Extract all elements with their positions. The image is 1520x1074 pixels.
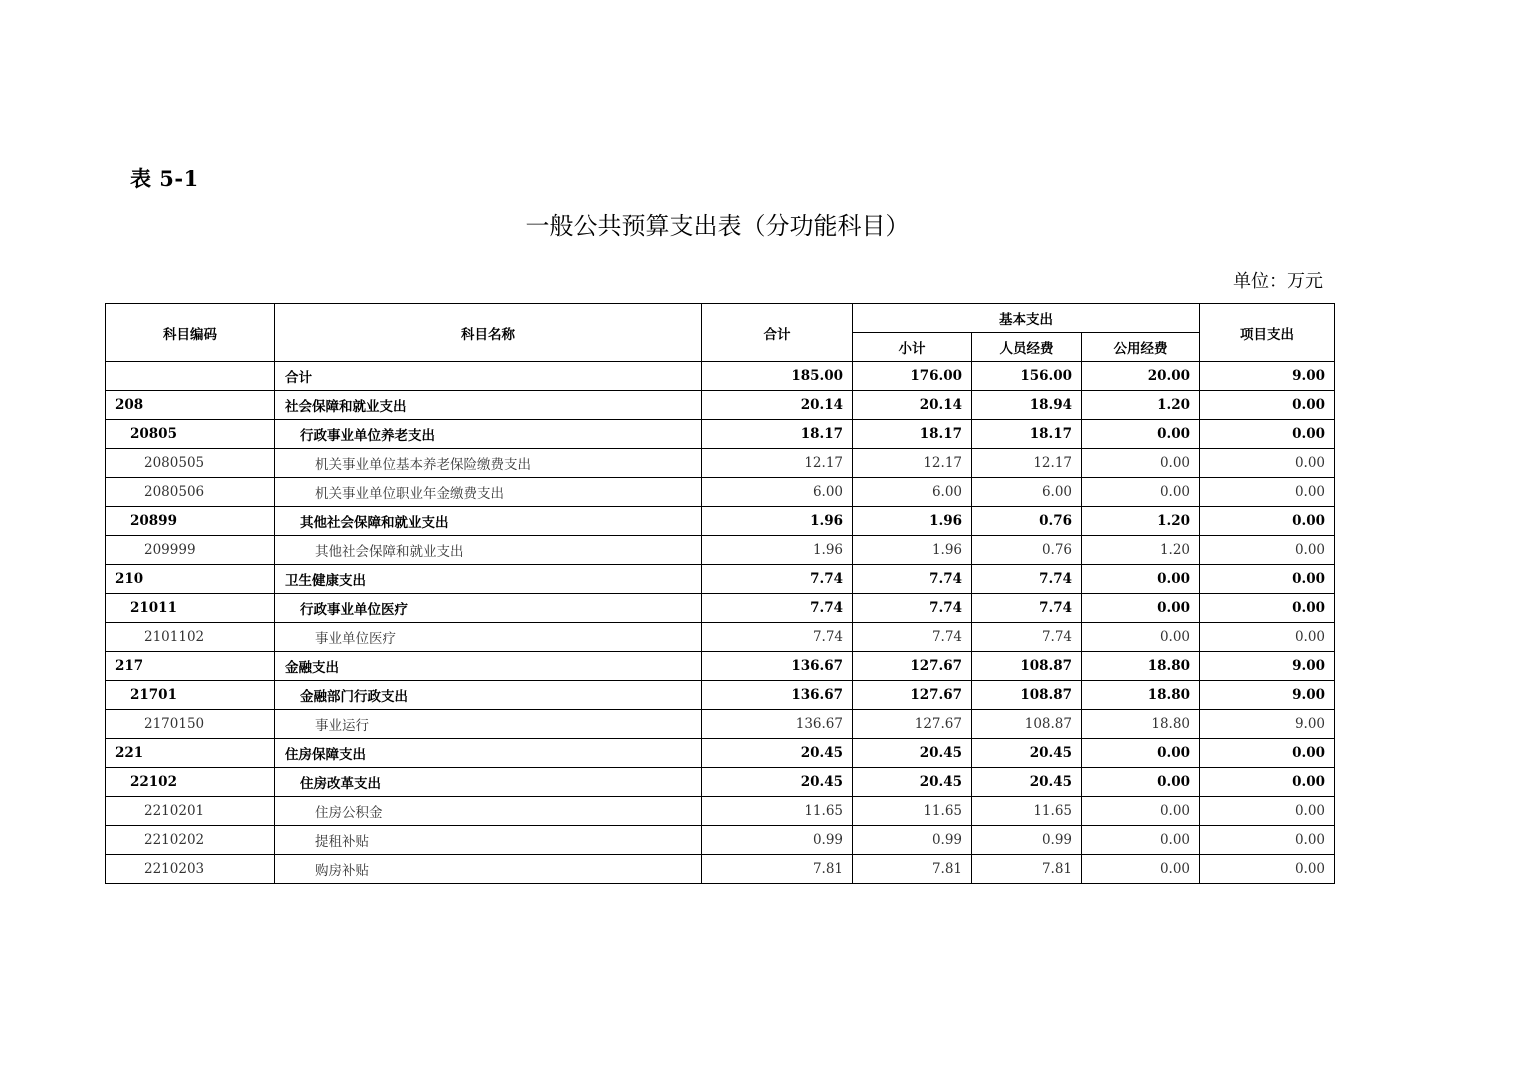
row-subtotal: 11.65 (853, 797, 972, 826)
row-name: 合计 (275, 362, 702, 391)
header-project: 项目支出 (1200, 304, 1335, 362)
row-project: 0.00 (1200, 855, 1335, 884)
row-total: 136.67 (702, 681, 853, 710)
row-code: 2080506 (106, 478, 275, 507)
row-subtotal: 0.99 (853, 826, 972, 855)
row-name: 金融支出 (275, 652, 702, 681)
row-project: 0.00 (1200, 449, 1335, 478)
row-name: 事业单位医疗 (275, 623, 702, 652)
row-public: 18.80 (1082, 681, 1200, 710)
row-total: 1.96 (702, 507, 853, 536)
row-personnel: 11.65 (972, 797, 1082, 826)
row-subtotal: 127.67 (853, 652, 972, 681)
row-project: 0.00 (1200, 623, 1335, 652)
table-row (106, 826, 1335, 855)
row-code: 2101102 (106, 623, 275, 652)
row-public: 0.00 (1082, 797, 1200, 826)
header-code: 科目编码 (106, 304, 275, 362)
row-subtotal: 18.17 (853, 420, 972, 449)
row-code: 20899 (106, 507, 275, 536)
row-code: 221 (106, 739, 275, 768)
row-project: 0.00 (1200, 594, 1335, 623)
row-public: 0.00 (1082, 768, 1200, 797)
row-project: 0.00 (1200, 536, 1335, 565)
unit-label: 单位：万元 (1233, 271, 1323, 292)
row-code: 208 (106, 391, 275, 420)
row-code: 217 (106, 652, 275, 681)
table-row (106, 420, 1335, 449)
row-personnel: 20.45 (972, 739, 1082, 768)
row-name: 行政事业单位养老支出 (275, 420, 702, 449)
row-project: 9.00 (1200, 681, 1335, 710)
row-name: 行政事业单位医疗 (275, 594, 702, 623)
row-project: 0.00 (1200, 739, 1335, 768)
table-row (106, 507, 1335, 536)
row-name: 社会保障和就业支出 (275, 391, 702, 420)
row-name: 购房补贴 (275, 855, 702, 884)
row-total: 1.96 (702, 536, 853, 565)
row-subtotal: 7.74 (853, 594, 972, 623)
row-personnel: 108.87 (972, 681, 1082, 710)
row-subtotal: 20.45 (853, 768, 972, 797)
row-total: 136.67 (702, 710, 853, 739)
row-personnel: 20.45 (972, 768, 1082, 797)
row-total: 20.14 (702, 391, 853, 420)
header-basic: 基本支出 (853, 304, 1200, 333)
row-personnel: 12.17 (972, 449, 1082, 478)
row-personnel: 7.74 (972, 565, 1082, 594)
row-subtotal: 1.96 (853, 536, 972, 565)
table-row (106, 681, 1335, 710)
row-total: 185.00 (702, 362, 853, 391)
row-subtotal: 20.45 (853, 739, 972, 768)
table-number-label: 表 5-1 (130, 166, 199, 191)
row-public: 1.20 (1082, 507, 1200, 536)
row-public: 0.00 (1082, 826, 1200, 855)
row-personnel: 7.81 (972, 855, 1082, 884)
table-row (106, 652, 1335, 681)
row-code: 2080505 (106, 449, 275, 478)
row-code: 21011 (106, 594, 275, 623)
header-personnel: 人员经费 (972, 333, 1082, 362)
row-name: 机关事业单位职业年金缴费支出 (275, 478, 702, 507)
table-row (106, 449, 1335, 478)
row-code: 209999 (106, 536, 275, 565)
row-code: 22102 (106, 768, 275, 797)
row-name: 金融部门行政支出 (275, 681, 702, 710)
header-subtotal: 小计 (853, 333, 972, 362)
table-row (106, 362, 1335, 391)
row-personnel: 7.74 (972, 594, 1082, 623)
budget-table (105, 303, 1335, 884)
row-personnel: 156.00 (972, 362, 1082, 391)
row-public: 18.80 (1082, 652, 1200, 681)
table-row (106, 594, 1335, 623)
table-row (106, 565, 1335, 594)
header-public: 公用经费 (1082, 333, 1200, 362)
table-row (106, 739, 1335, 768)
row-project: 0.00 (1200, 826, 1335, 855)
row-name: 其他社会保障和就业支出 (275, 536, 702, 565)
row-subtotal: 20.14 (853, 391, 972, 420)
row-code: 2210201 (106, 797, 275, 826)
row-total: 7.74 (702, 594, 853, 623)
table-row (106, 855, 1335, 884)
row-public: 0.00 (1082, 565, 1200, 594)
row-total: 0.99 (702, 826, 853, 855)
row-subtotal: 7.74 (853, 565, 972, 594)
row-subtotal: 176.00 (853, 362, 972, 391)
row-total: 6.00 (702, 478, 853, 507)
table-row (106, 710, 1335, 739)
header-name: 科目名称 (275, 304, 702, 362)
row-personnel: 0.99 (972, 826, 1082, 855)
row-subtotal: 12.17 (853, 449, 972, 478)
row-public: 0.00 (1082, 739, 1200, 768)
row-total: 20.45 (702, 739, 853, 768)
row-code: 2170150 (106, 710, 275, 739)
row-project: 9.00 (1200, 710, 1335, 739)
row-code: 2210202 (106, 826, 275, 855)
row-public: 18.80 (1082, 710, 1200, 739)
row-public: 0.00 (1082, 623, 1200, 652)
row-subtotal: 6.00 (853, 478, 972, 507)
row-name: 卫生健康支出 (275, 565, 702, 594)
row-public: 0.00 (1082, 420, 1200, 449)
row-project: 0.00 (1200, 768, 1335, 797)
row-personnel: 108.87 (972, 652, 1082, 681)
table-body (106, 362, 1335, 884)
row-name: 事业运行 (275, 710, 702, 739)
row-code (106, 362, 275, 391)
row-subtotal: 7.74 (853, 623, 972, 652)
row-code: 20805 (106, 420, 275, 449)
row-public: 1.20 (1082, 391, 1200, 420)
row-project: 0.00 (1200, 565, 1335, 594)
table-row (106, 478, 1335, 507)
row-project: 9.00 (1200, 362, 1335, 391)
row-public: 0.00 (1082, 478, 1200, 507)
row-code: 210 (106, 565, 275, 594)
row-personnel: 108.87 (972, 710, 1082, 739)
row-subtotal: 127.67 (853, 710, 972, 739)
row-personnel: 18.17 (972, 420, 1082, 449)
page-title: 一般公共预算支出表（分功能科目） (525, 212, 910, 240)
row-personnel: 0.76 (972, 536, 1082, 565)
row-personnel: 6.00 (972, 478, 1082, 507)
row-name: 住房改革支出 (275, 768, 702, 797)
row-total: 7.81 (702, 855, 853, 884)
row-total: 11.65 (702, 797, 853, 826)
row-public: 20.00 (1082, 362, 1200, 391)
row-total: 20.45 (702, 768, 853, 797)
row-project: 0.00 (1200, 478, 1335, 507)
header-total: 合计 (702, 304, 853, 362)
row-personnel: 18.94 (972, 391, 1082, 420)
row-name: 住房公积金 (275, 797, 702, 826)
row-project: 0.00 (1200, 797, 1335, 826)
row-name: 提租补贴 (275, 826, 702, 855)
row-name: 其他社会保障和就业支出 (275, 507, 702, 536)
row-subtotal: 1.96 (853, 507, 972, 536)
row-project: 0.00 (1200, 420, 1335, 449)
row-project: 9.00 (1200, 652, 1335, 681)
row-name: 机关事业单位基本养老保险缴费支出 (275, 449, 702, 478)
row-personnel: 7.74 (972, 623, 1082, 652)
row-total: 18.17 (702, 420, 853, 449)
row-public: 0.00 (1082, 855, 1200, 884)
row-project: 0.00 (1200, 507, 1335, 536)
row-personnel: 0.76 (972, 507, 1082, 536)
row-total: 12.17 (702, 449, 853, 478)
row-project: 0.00 (1200, 391, 1335, 420)
table-row (106, 768, 1335, 797)
row-public: 1.20 (1082, 536, 1200, 565)
row-total: 7.74 (702, 565, 853, 594)
table-row (106, 536, 1335, 565)
row-name: 住房保障支出 (275, 739, 702, 768)
row-subtotal: 7.81 (853, 855, 972, 884)
row-code: 2210203 (106, 855, 275, 884)
row-code: 21701 (106, 681, 275, 710)
row-total: 7.74 (702, 623, 853, 652)
row-public: 0.00 (1082, 449, 1200, 478)
row-subtotal: 127.67 (853, 681, 972, 710)
table-row (106, 797, 1335, 826)
row-total: 136.67 (702, 652, 853, 681)
row-public: 0.00 (1082, 594, 1200, 623)
table-row (106, 623, 1335, 652)
table-row (106, 391, 1335, 420)
